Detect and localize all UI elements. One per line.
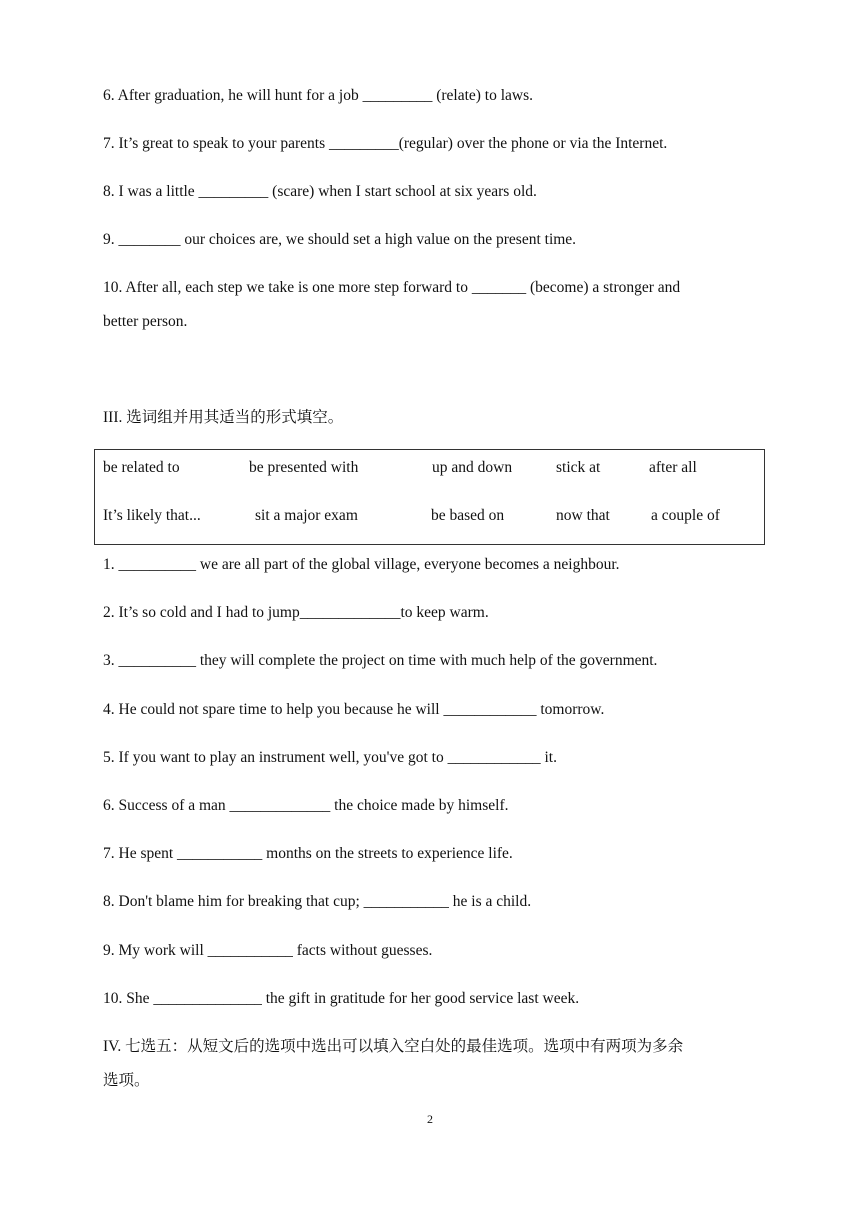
section-heading: IV. 七选五：从短文后的选项中选出可以填入空白处的最佳选项。选项中有两项为多余 xyxy=(103,1038,684,1055)
page-number: 2 xyxy=(427,1112,433,1126)
word-option: now that xyxy=(556,507,610,524)
exercise-item-continued: better person. xyxy=(103,313,188,330)
word-option: after all xyxy=(649,459,697,476)
exercise-item: 9. My work will ___________ facts without guesses. xyxy=(103,942,433,959)
word-option: a couple of xyxy=(651,507,720,524)
word-option: be based on xyxy=(431,507,505,524)
exercise-item: 9. ________ our choices are, we should set a high value on the present time. xyxy=(103,231,577,248)
exercise-item: 10. After all, each step we take is one more step forward to _______ (become) a stronger and xyxy=(103,279,681,296)
exercise-item: 8. I was a little _________ (scare) when I start school at six years old. xyxy=(103,183,537,200)
word-option: up and down xyxy=(432,459,513,476)
exercise-item: 6. Success of a man _____________ the choice made by himself. xyxy=(103,797,509,814)
exercise-item: 6. After graduation, he will hunt for a job _________ (relate) to laws. xyxy=(103,87,534,104)
word-option: sit a major exam xyxy=(255,507,358,524)
word-option: stick at xyxy=(556,459,601,476)
word-option: be related to xyxy=(103,459,180,476)
exercise-item: 5. If you want to play an instrument well, you've got to ____________ it. xyxy=(103,749,557,766)
exercise-item: 7. He spent ___________ months on the streets to experience life. xyxy=(103,845,513,862)
exercise-item: 8. Don't blame him for breaking that cup; ___________ he is a child. xyxy=(103,893,532,910)
word-option: It’s likely that... xyxy=(103,507,201,524)
section-heading: III. 选词组并用其适当的形式填空。 xyxy=(103,409,344,426)
exercise-item: 2. It’s so cold and I had to jump_____________to keep warm. xyxy=(103,604,489,621)
exercise-item: 3. __________ they will complete the project on time with much help of the government. xyxy=(103,652,658,669)
exercise-item: 10. She ______________ the gift in gratitude for her good service last week. xyxy=(103,990,580,1007)
word-box xyxy=(94,449,765,545)
exercise-item: 4. He could not spare time to help you because he will ____________ tomorrow. xyxy=(103,701,605,718)
word-option: be presented with xyxy=(249,459,359,476)
exercise-item: 1. __________ we are all part of the global village, everyone becomes a neighbour. xyxy=(103,556,620,573)
exercise-item: 7. It’s great to speak to your parents _________(regular) over the phone or via the Internet. xyxy=(103,135,668,152)
section-heading-continued: 选项。 xyxy=(103,1072,150,1089)
